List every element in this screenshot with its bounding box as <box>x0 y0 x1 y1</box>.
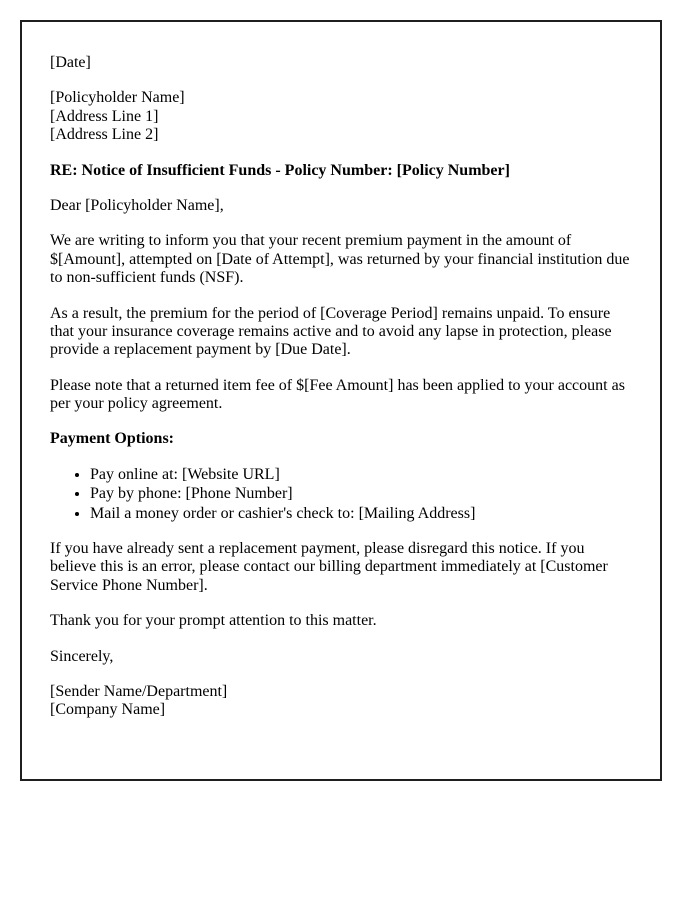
letter-date: [Date] <box>50 54 91 71</box>
sender-company: [Company Name] <box>50 701 166 719</box>
payment-options-heading: Payment Options: <box>50 430 174 448</box>
paragraph-disregard-notice: If you have already sent a replacement payment, please disregard this notice. If you believe this is an error, please contact our billing department immediately at [Customer Service Phone Number]. <box>50 540 608 594</box>
letter-page <box>20 20 662 781</box>
paragraph-nsf-notice: We are writing to inform you that your recent premium payment in the amount of $[Amount], attempted on [Date of Attempt], was returned by your financial institution due to non-sufficient funds (NSF). <box>50 232 630 287</box>
payment-option-online: • Pay online at: [Website URL] <box>90 466 632 484</box>
recipient-name: [Policyholder Name] <box>50 89 185 107</box>
paragraph-returned-fee: Please note that a returned item fee of $[Fee Amount] has been applied to your account as per your policy agreement. <box>50 376 625 413</box>
sender-name-department: [Sender Name/Department] <box>50 682 228 700</box>
sign-off: Sincerely, <box>50 647 114 665</box>
subject-line: RE: Notice of Insufficient Funds - Policy Number: [Policy Number] <box>50 161 510 179</box>
recipient-block <box>50 89 632 144</box>
sender-block <box>50 683 632 720</box>
salutation: Dear [Policyholder Name], <box>50 196 224 214</box>
recipient-address-line-2: [Address Line 2] <box>50 126 159 144</box>
paragraph-thanks: Thank you for your prompt attention to this matter. <box>50 612 377 630</box>
payment-option-phone: • Pay by phone: [Phone Number] <box>90 485 632 503</box>
paragraph-unpaid-premium: As a result, the premium for the period of [Coverage Period] remains unpaid. To ensure that your insurance coverage remains active and to avoid any lapse in protection, please provide a replacement payment by [Due Date]. <box>50 304 612 359</box>
payment-option-mail: • Mail a money order or cashier's check to: [Mailing Address] <box>90 505 632 523</box>
recipient-address-line-1: [Address Line 1] <box>50 107 159 125</box>
payment-options-list <box>50 466 632 523</box>
